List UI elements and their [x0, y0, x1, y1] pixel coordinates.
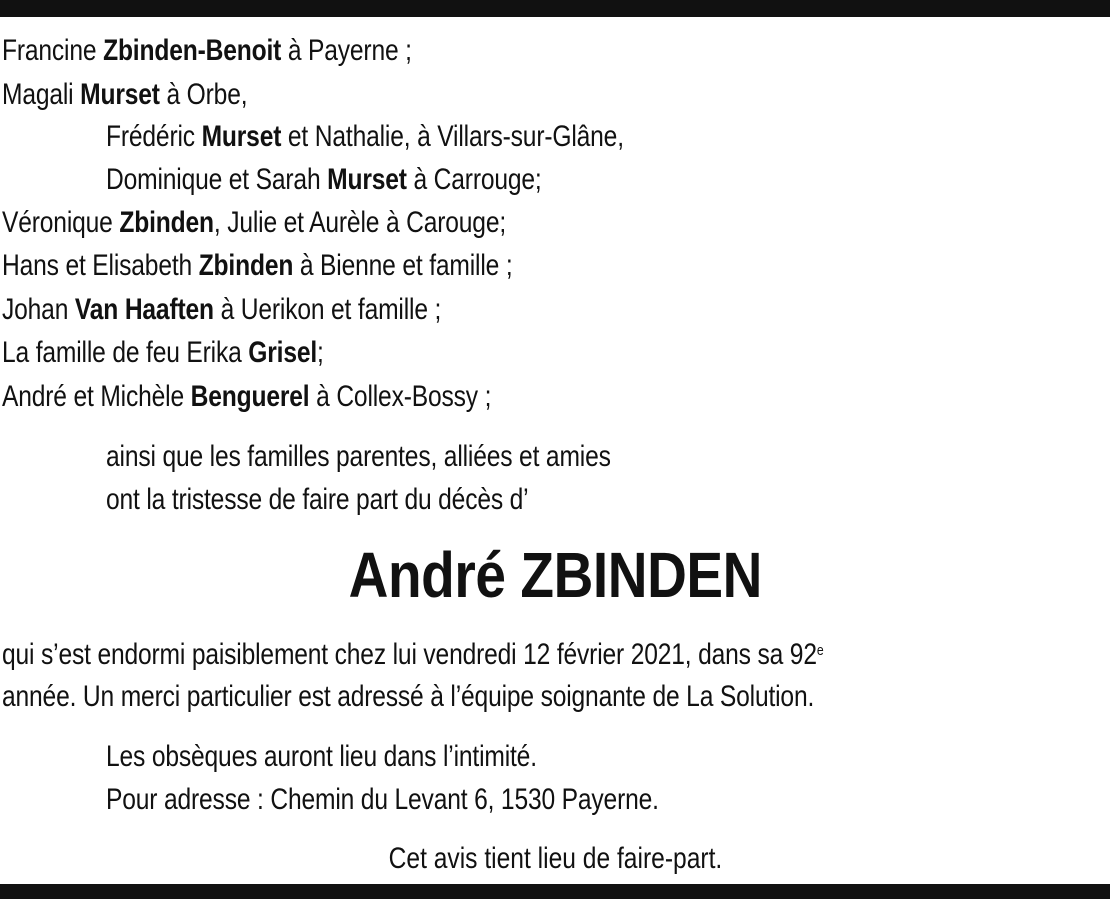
family-line: Francine Zbinden-Benoit à Payerne ; [2, 34, 412, 67]
family-line: La famille de feu Erika Grisel; [2, 336, 324, 369]
family-line: Magali Murset à Orbe, [2, 78, 248, 111]
family-line: Dominique et Sarah Murset à Carrouge; [106, 163, 542, 196]
deceased-name: André ZBINDEN [348, 539, 762, 611]
family-line: André et Michèle Benguerel à Collex-Bossy ; [2, 380, 492, 413]
family-line: Véronique Zbinden, Julie et Aurèle à Carouge; [2, 206, 507, 239]
bottom-rule [0, 884, 1110, 899]
intro-line: ont la tristesse de faire part du décès d’ [106, 483, 529, 516]
family-line: Hans et Elisabeth Zbinden à Bienne et famille ; [2, 249, 513, 282]
family-line: Frédéric Murset et Nathalie, à Villars-sur-Glâne, [106, 120, 624, 153]
address-line: Pour adresse : Chemin du Levant 6, 1530 Payerne. [106, 783, 659, 816]
top-rule [0, 0, 1110, 17]
death-notice-line: qui s’est endormi paisiblement chez lui vendredi 12 février 2021, dans sa 92e [2, 638, 824, 671]
funeral-line: Les obsèques auront lieu dans l’intimité. [106, 740, 537, 773]
family-line: Johan Van Haaften à Uerikon et famille ; [2, 293, 442, 326]
intro-line: ainsi que les familles parentes, alliées et amies [106, 440, 611, 473]
closing-line: Cet avis tient lieu de faire-part. [388, 842, 722, 875]
death-notice-line: année. Un merci particulier est adressé à l’équipe soignante de La Solution. [2, 680, 815, 713]
